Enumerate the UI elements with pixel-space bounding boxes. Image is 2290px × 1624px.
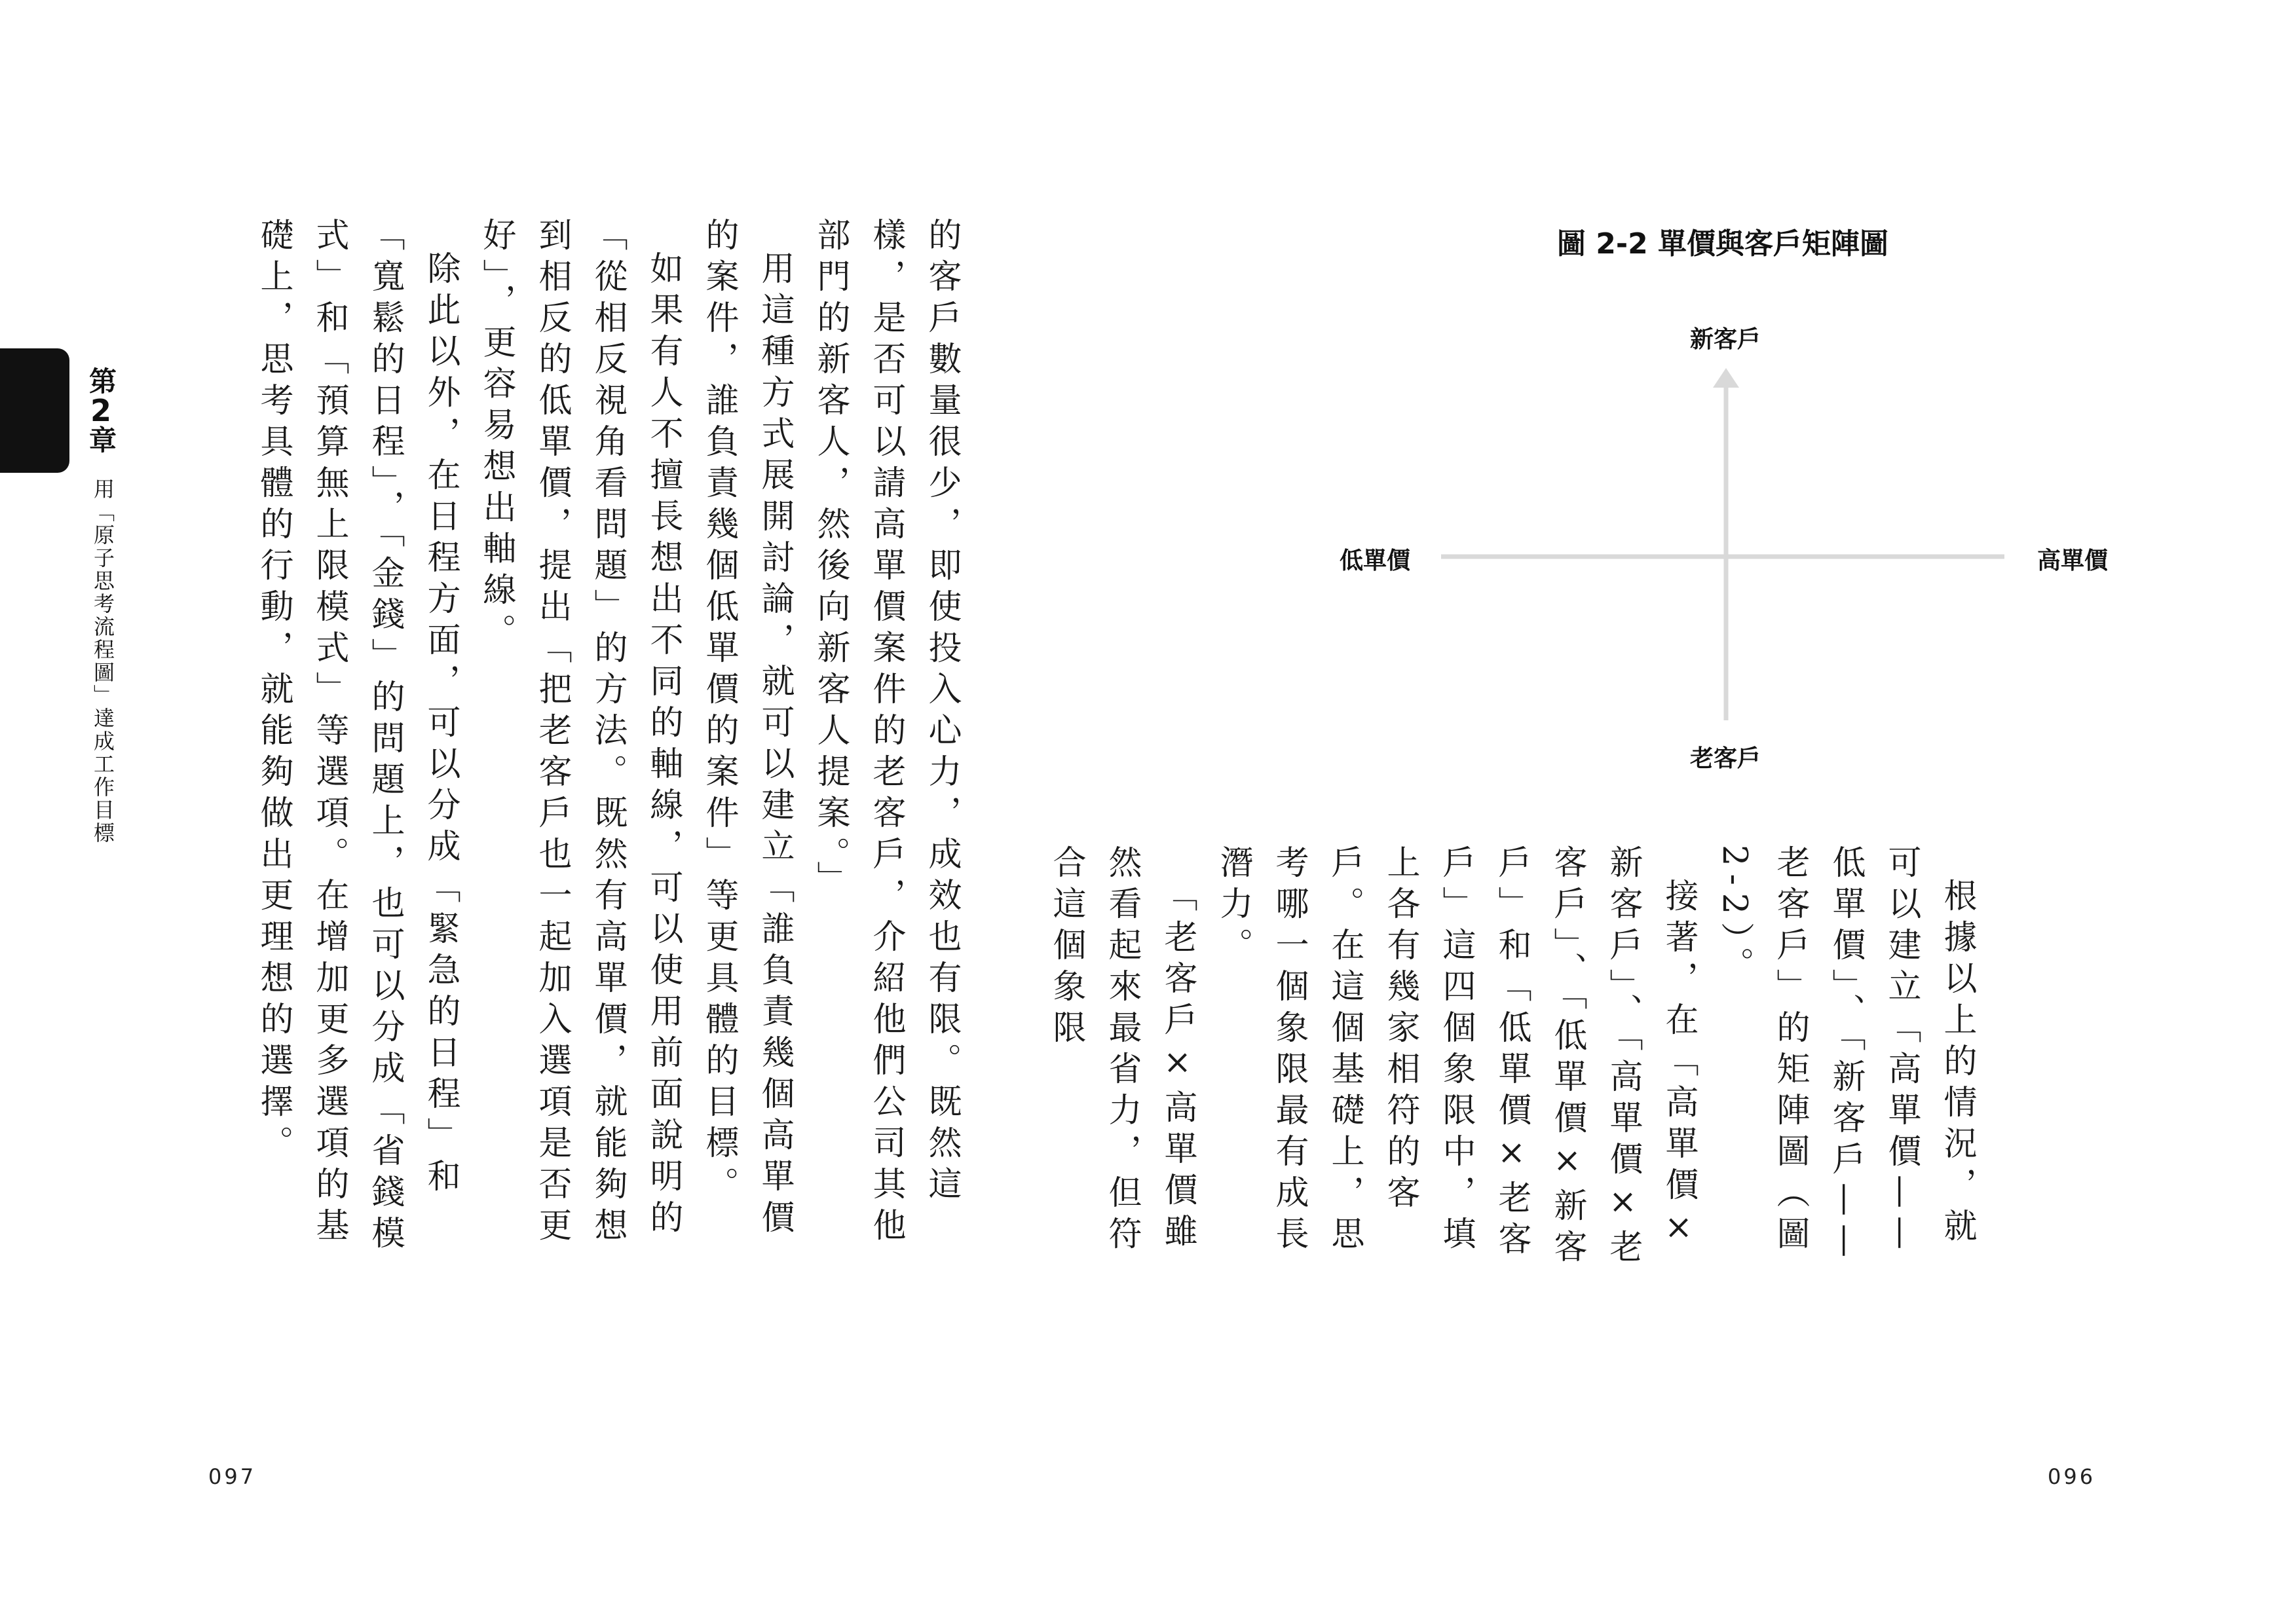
up-arrow-icon [1713,368,1739,388]
chapter-tab [0,348,69,473]
chapter-number: 2 [90,396,111,426]
right-paragraph-2: 接著，在「高單價×新客戶」、「高單價×老客戶」、「低單價×新客戶」和「低單價×老客戶」這四個象限中，填上各有幾家相符的客戶。在這個基礎上，思考哪一個象限最有成長潛力。 [1214,845,1698,1270]
price-customer-matrix [1310,308,2149,779]
page-number-left: 097 [208,1464,257,1489]
figure-title: 圖 2-2 單價與客戶矩陣圖 [1556,227,1889,261]
left-paragraph-2: 用這種方式展開討論，就可以建立「誰負責幾個高單價的案件，誰負責幾個低單價的案件」等更具體的目標。 [700,217,794,1241]
right-paragraph-1: 根據以上的情況，就可以建立「高單價——低單價」、「新客戶——老客戶」的矩陣圖（圖 2-2）。 [1715,845,1976,1265]
axis-label-right: 高單價 [2037,547,2109,574]
left-paragraph-1: 的客戶數量很少，即使投入心力，成效也有限。既然這樣，是否可以請高單價案件的老客戶，介紹他們公司其他部門的新客人，然後向新客人提案。」 [811,217,961,1249]
right-page-body [1047,845,1985,1277]
axis-label-left: 低單價 [1340,547,1411,574]
axis-label-top: 新客戶 [1690,326,1761,353]
chapter-label-suffix: 章 [85,426,117,454]
axis-label-bottom: 老客戶 [1690,745,1761,772]
left-page-body [254,217,969,1265]
chapter-title: 用「原子思考流程圖」達成工作目標 [90,478,115,845]
left-paragraph-4: 除此以外，在日程方面，可以分成「緊急的日程」和「寬鬆的日程」，「金錢」的問題上，也可以分成「省錢模式」和「預算無上限模式」等選項。在增加更多選項的基礎上，思考具體的行動，就能夠做出更理想的選擇。 [254,217,460,1257]
left-paragraph-3: 如果有人不擅長想出不同的軸線，可以使用前面說明的「從相反視角看問題」的方法。既然有高單價，就能夠想到相反的低單價，提出「把老客戶也一起加入選項是否更好」，更容易想出軸線。 [477,217,683,1249]
right-paragraph-3: 「老客戶×高單價雖然看起來最省力，但符合這個象限 [1047,845,1197,1257]
chapter-label [81,367,121,454]
page-number-right: 096 [2048,1464,2096,1489]
matrix-axes [1310,308,2149,779]
chapter-label-prefix: 第 [85,367,117,396]
